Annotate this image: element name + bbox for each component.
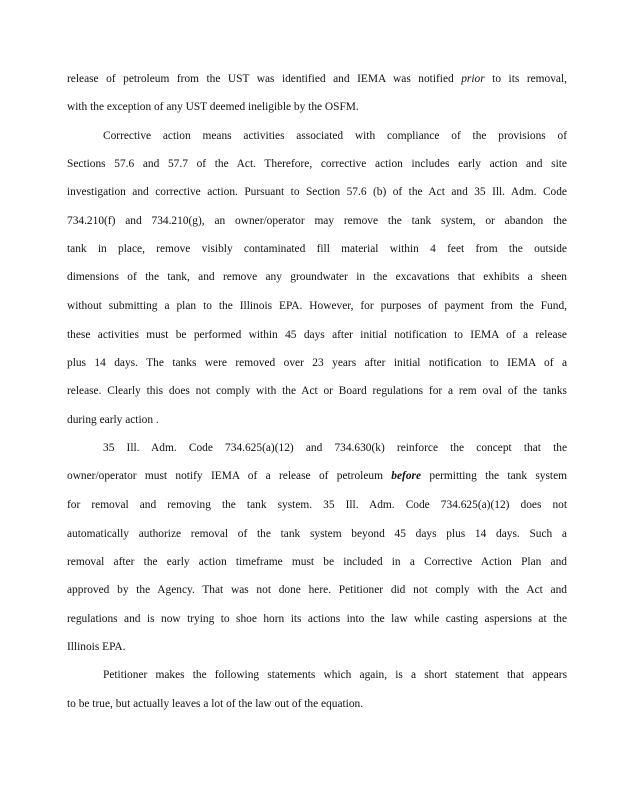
- text-segment: Petitioner makes the following statements which again, is a short statement that appears: [103, 669, 567, 681]
- text-line: [67, 100, 567, 114]
- text-segment: to be true, but actually leaves a lot of the law out of the equation.: [67, 698, 364, 710]
- text-segment: Sections 57.6 and 57.7 of the Act. Therefore, corrective action includes early action and site: [67, 158, 567, 170]
- text-line: [67, 328, 567, 342]
- text-segment: these activities must be performed within 45 days after initial notification to IEMA of a release: [67, 329, 567, 341]
- text-line: [67, 299, 567, 313]
- text-line: [67, 583, 567, 597]
- text-segment: 35 Ill. Adm. Code 734.625(a)(12) and 734.630(k) reinforce the concept that the: [103, 442, 567, 454]
- emphasis-text: before: [391, 470, 422, 482]
- text-segment: regulations and is now trying to shoe horn its actions into the law while casting aspersions at the: [67, 613, 567, 625]
- text-segment: dimensions of the tank, and remove any groundwater in the excavations that exhibits a sheen: [67, 271, 567, 283]
- text-line: [67, 185, 567, 199]
- text-segment: removal after the early action timeframe must be included in a Corrective Action Plan and: [67, 556, 567, 568]
- text-segment: release. Clearly this does not comply with the Act or Board regulations for a rem oval of the tanks: [67, 385, 567, 397]
- text-line: [67, 214, 567, 228]
- text-line: [67, 697, 567, 711]
- text-line: [67, 384, 567, 398]
- text-line: [67, 640, 567, 654]
- text-line: [67, 413, 567, 427]
- text-line: [67, 527, 567, 541]
- text-line: [67, 270, 567, 284]
- text-line: [67, 157, 567, 171]
- text-segment: Corrective action means activities associated with compliance of the provisions of: [103, 130, 567, 142]
- text-segment: permitting the tank system: [421, 470, 568, 482]
- text-line: [67, 242, 567, 256]
- text-segment: without submitting a plan to the Illinois EPA. However, for purposes of payment from the Fund,: [67, 300, 567, 312]
- text-segment: investigation and corrective action. Pursuant to Section 57.6 (b) of the Act and 35 Ill. Adm. Code: [67, 186, 567, 198]
- text-line: [67, 356, 567, 370]
- text-segment: automatically authorize removal of the tank system beyond 45 days plus 14 days. Such a: [67, 528, 567, 540]
- text-segment: for removal and removing the tank system. 35 Ill. Adm. Code 734.625(a)(12) does not: [67, 499, 567, 511]
- text-line: [67, 72, 567, 86]
- text-segment: Illinois EPA.: [67, 641, 126, 653]
- text-segment: 734.210(f) and 734.210(g), an owner/operator may remove the tank system, or abandon the: [67, 215, 567, 227]
- text-line: [67, 469, 567, 483]
- text-line: [67, 612, 567, 626]
- text-segment: approved by the Agency. That was not done here. Petitioner did not comply with the Act and: [67, 584, 567, 596]
- paragraph-first-line: [103, 129, 567, 143]
- text-segment: release of petroleum from the UST was identified and IEMA was notified: [67, 73, 462, 85]
- text-segment: plus 14 days. The tanks were removed over 23 years after initial notification to IEMA of a: [67, 357, 567, 369]
- text-line: [67, 498, 567, 512]
- text-segment: during early action .: [67, 414, 159, 426]
- emphasis-text: prior: [461, 73, 485, 85]
- text-segment: with the exception of any UST deemed ineligible by the OSFM.: [67, 101, 359, 113]
- paragraph-first-line: [103, 441, 567, 455]
- text-segment: to its removal,: [484, 73, 567, 85]
- text-line: [67, 555, 567, 569]
- text-segment: tank in place, remove visibly contaminated fill material within 4 feet from the outside: [67, 243, 567, 255]
- text-segment: owner/operator must notify IEMA of a release of petroleum: [67, 470, 392, 482]
- paragraph-first-line: [103, 668, 567, 682]
